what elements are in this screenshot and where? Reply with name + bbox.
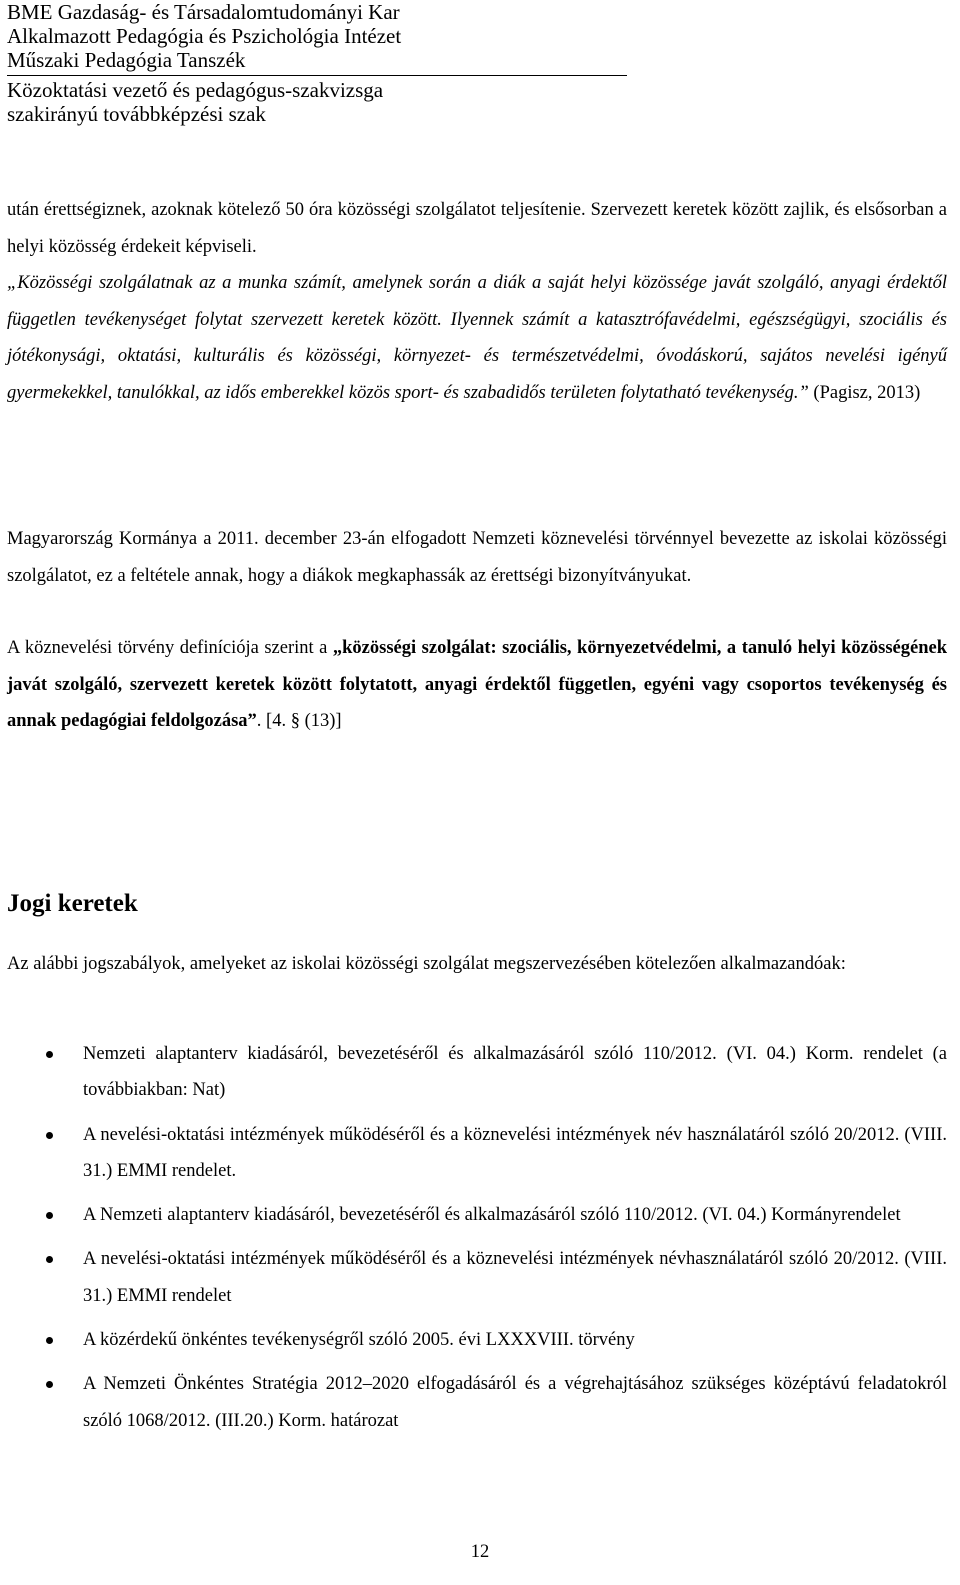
header-program-type: szakirányú továbbképzési szak <box>7 102 266 126</box>
header-department: Műszaki Pedagógia Tanszék <box>7 48 246 72</box>
list-item-text: A Nemzeti Önkéntes Stratégia 2012–2020 elfogadásáról és a végrehajtásához szükséges középtávú feladatokról szóló 1068/2012. (III.20.) Korm. határozat <box>83 1374 947 1431</box>
paragraph-quote <box>7 265 947 411</box>
list-item-text: Nemzeti alaptanterv kiadásáról, bevezetéséről és alkalmazásáról szóló 110/2012. (VI. 04.) Korm. rendelet (a továbbiakban: Nat) <box>83 1044 947 1101</box>
definition-citation: . [4. § (13)] <box>256 711 342 731</box>
paragraph-intro <box>7 192 947 265</box>
header-faculty: BME Gazdaság- és Társadalomtudományi Kar <box>7 0 400 24</box>
list-item-text: A nevelési-oktatási intézmények működéséről és a köznevelési intézmények név használatáról szóló 20/2012. (VIII. 31.) EMMI rendelet. <box>83 1124 947 1181</box>
list-item-text: A közérdekű önkéntes tevékenységről szóló 2005. évi LXXXVIII. törvény <box>83 1330 635 1351</box>
list-item <box>0 1117 960 1190</box>
bullet-icon <box>46 1337 53 1344</box>
paragraph-regulations-intro <box>7 946 947 983</box>
bullet-icon <box>46 1256 53 1263</box>
list-item-text: A nevelési-oktatási intézmények működéséről és a köznevelési intézmények névhasználatáról szóló 20/2012. (VIII. 31.) EMMI rendelet <box>83 1249 947 1306</box>
list-item <box>0 1366 960 1439</box>
list-item <box>0 1241 960 1314</box>
header-institute: Alkalmazott Pedagógia és Pszichológia Intézet <box>7 24 402 48</box>
section-heading: Jogi keretek <box>7 890 138 917</box>
bullet-icon <box>46 1051 53 1058</box>
quote-source: (Pagisz, 2013) <box>808 382 921 403</box>
header-rule <box>7 75 627 76</box>
page-number: 12 <box>470 1542 490 1562</box>
definition-bold: „közösségi szolgálat: szociális, környezetvédelmi, a tanuló helyi közösségének javát szolgáló, szervezett keretek között folytatott, anyagi érdektől független, egyéni vagy csoportos tevékenység és annak pedagógiai feldolgozása” <box>7 638 947 731</box>
page-header <box>7 0 627 126</box>
paragraph-government <box>7 521 947 594</box>
quote-text: „Közösségi szolgálatnak az a munka számít, amelynek során a diák a saját helyi közössége javát szolgáló, anyagi érdektől független tevékenységet folytat szervezett keretek között. Ilyennek számít a katasztrófavédelmi, egészségügyi, szociális és jótékonysági, oktatási, kulturális és közösségi, környezet- és természetvédelmi, óvodáskorú, sajátos nevelési igényű gyermekekkel, tanulókkal, az idős emberekkel közös sport- és szabadidős területen folytatható tevékenység.” <box>7 273 947 403</box>
list-item <box>0 1197 960 1233</box>
list-item-text: A Nemzeti alaptanterv kiadásáról, bevezetéséről és alkalmazásáról szóló 110/2012. (VI. 04.) Kormányrendelet <box>83 1205 901 1226</box>
regulation-list <box>0 1036 960 1447</box>
list-item <box>0 1036 960 1109</box>
header-program: Közoktatási vezető és pedagógus-szakvizsga <box>7 78 384 102</box>
list-item <box>0 1322 960 1358</box>
bullet-icon <box>46 1212 53 1219</box>
paragraph-government-text: Magyarország Kormánya a 2011. december 23-án elfogadott Nemzeti köznevelési törvénnyel bevezette az iskolai közösségi szolgálatot, ez a feltétele annak, hogy a diákok megkaphassák az érettségi bizonyítványukat. <box>7 529 947 586</box>
bullet-icon <box>46 1132 53 1139</box>
definition-intro: A köznevelési törvény definíciója szerint a <box>7 638 333 658</box>
paragraph-regulations-text: Az alábbi jogszabályok, amelyeket az iskolai közösségi szolgálat megszervezésében kötelezően alkalmazandóak: <box>7 954 846 974</box>
bullet-icon <box>46 1381 53 1388</box>
paragraph-intro-text: után érettségiznek, azoknak kötelező 50 óra közösségi szolgálatot teljesítenie. Szervezett keretek között zajlik, és elsősorban a helyi közösség érdekeit képviseli. <box>7 200 947 257</box>
paragraph-definition <box>7 630 947 740</box>
